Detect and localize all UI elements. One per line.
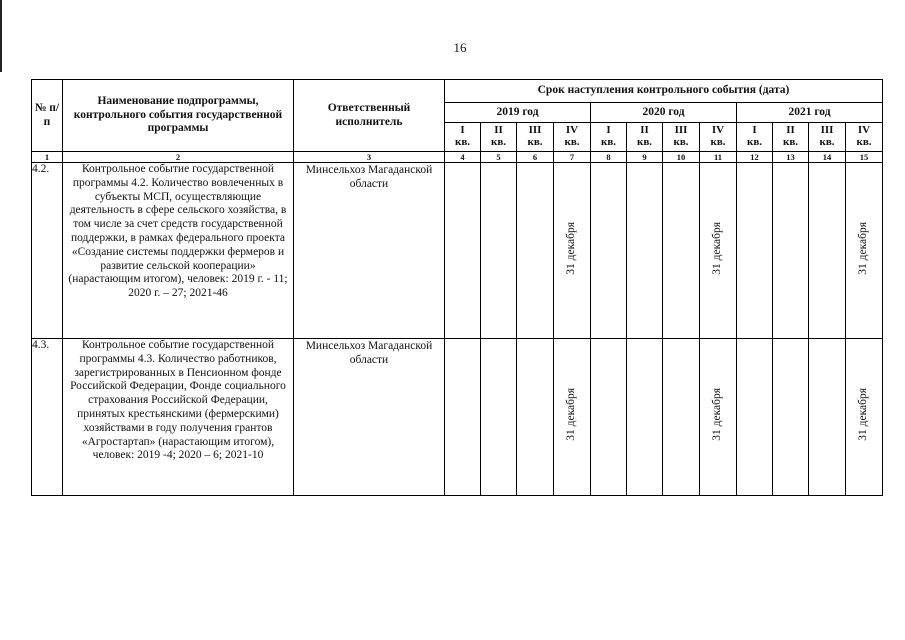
header-year-2019: 2019 год [445,103,591,123]
quarter-roman: IV [565,124,579,137]
column-number: 3 [294,152,445,163]
quarter-abbr: кв. [710,136,726,148]
column-number-row [32,152,883,163]
quarter-cell [737,163,773,339]
header-executor: Ответственный исполнитель [294,80,445,152]
control-events-table [31,79,883,496]
event-name: Контрольное событие государственной программы 4.3. Количество работников, зарегистрированных в Пенсионном фонде Российской Федерации, Фонде социального страхования Российской Федерации, принятых крестьянскими (фермерскими) хозяйствами в году получения грантов «Агростартап» (нарастающим итогом), человек: 2019 -4; 2020 – 6; 2021-10 [63,339,294,496]
quarter-roman: I [752,124,757,137]
quarter-roman: II [786,124,795,137]
quarter-roman: II [640,124,649,137]
quarter-cell [445,339,481,496]
column-number: 6 [517,152,554,163]
quarter-abbr: кв. [454,136,471,148]
deadline-date: 31 декабря [711,221,724,275]
quarter-abbr: кв. [819,136,835,148]
header-quarter-1 [591,123,627,152]
column-number: 13 [773,152,809,163]
deadline-date: 31 декабря [711,388,724,441]
header-quarter-2 [627,123,663,152]
executor: Минсельхоз Магаданской области [294,163,445,339]
header-deadline: Срок наступления контрольного события (дата) [445,80,883,103]
quarter-cell [591,163,627,339]
quarter-roman: III [528,124,542,137]
quarter-cell-deadline [700,163,737,339]
table-row [32,339,883,496]
quarter-cell [481,163,517,339]
deadline-date: 31 декабря [857,221,870,275]
table-row [32,163,883,339]
event-name: Контрольное событие государственной программы 4.2. Количество вовлеченных в субъекты МСП, осуществляющие деятельность в сфере сельского хозяйства, в том числе за счет средств государственной поддержки, в рамках федерального проекта «Создание системы поддержки фермеров и развитие сельской кооперации» (нарастающим итогом), человек: 2019 г. - 11; 2020 г. – 27; 2021-46 [63,163,294,339]
quarter-cell [481,339,517,496]
header-name: Наименование подпрограммы, контрольного события государственной программы [63,80,294,152]
column-number: 10 [663,152,700,163]
quarter-cell [773,339,809,496]
quarter-roman: III [820,124,834,137]
quarter-cell [627,163,663,339]
quarter-roman: I [606,124,611,137]
quarter-cell-deadline [846,339,883,496]
column-number: 8 [591,152,627,163]
quarter-cell [809,339,846,496]
quarter-cell [445,163,481,339]
header-quarter-2 [773,123,809,152]
quarter-abbr: кв. [782,136,799,148]
quarter-cell [737,339,773,496]
column-number: 2 [63,152,294,163]
deadline-date: 31 декабря [565,221,578,275]
column-number: 7 [554,152,591,163]
executor: Минсельхоз Магаданской области [294,339,445,496]
quarter-roman: III [674,124,688,137]
quarter-abbr: кв. [527,136,543,148]
quarter-cell [517,339,554,496]
quarter-cell-deadline [700,339,737,496]
scan-edge-line [0,0,2,72]
deadline-date: 31 декабря [565,388,578,441]
quarter-roman: I [460,124,465,137]
quarter-roman: II [494,124,503,137]
header-quarter-3 [809,123,846,152]
quarter-cell [773,163,809,339]
quarter-abbr: кв. [636,136,653,148]
quarter-cell [627,339,663,496]
header-quarter-1 [737,123,773,152]
header-quarter-3 [517,123,554,152]
quarter-cell-deadline [846,163,883,339]
quarter-cell-deadline [554,339,591,496]
row-number: 4.2. [32,163,63,339]
quarter-cell-deadline [554,163,591,339]
page-number: 16 [453,40,467,55]
header-year-2020: 2020 год [591,103,737,123]
quarter-roman: IV [857,124,871,137]
quarter-cell [591,339,627,496]
header-quarter-2 [481,123,517,152]
header-quarter-4 [700,123,737,152]
quarter-roman: IV [711,124,725,137]
header-quarter-3 [663,123,700,152]
quarter-abbr: кв. [746,136,763,148]
row-number: 4.3. [32,339,63,496]
quarter-abbr: кв. [490,136,507,148]
column-number: 9 [627,152,663,163]
header-quarter-4 [554,123,591,152]
header-quarter-4 [846,123,883,152]
column-number: 14 [809,152,846,163]
column-number: 11 [700,152,737,163]
column-number: 1 [32,152,63,163]
quarter-abbr: кв. [673,136,689,148]
quarter-cell [809,163,846,339]
column-number: 5 [481,152,517,163]
quarter-abbr: кв. [600,136,617,148]
quarter-cell [663,163,700,339]
quarter-abbr: кв. [564,136,580,148]
header-year-2021: 2021 год [737,103,883,123]
column-number: 4 [445,152,481,163]
quarter-abbr: кв. [856,136,872,148]
header-num: № п/п [32,80,63,152]
header-quarter-1 [445,123,481,152]
column-number: 15 [846,152,883,163]
deadline-date: 31 декабря [857,388,870,441]
column-number: 12 [737,152,773,163]
quarter-cell [517,163,554,339]
quarter-cell [663,339,700,496]
